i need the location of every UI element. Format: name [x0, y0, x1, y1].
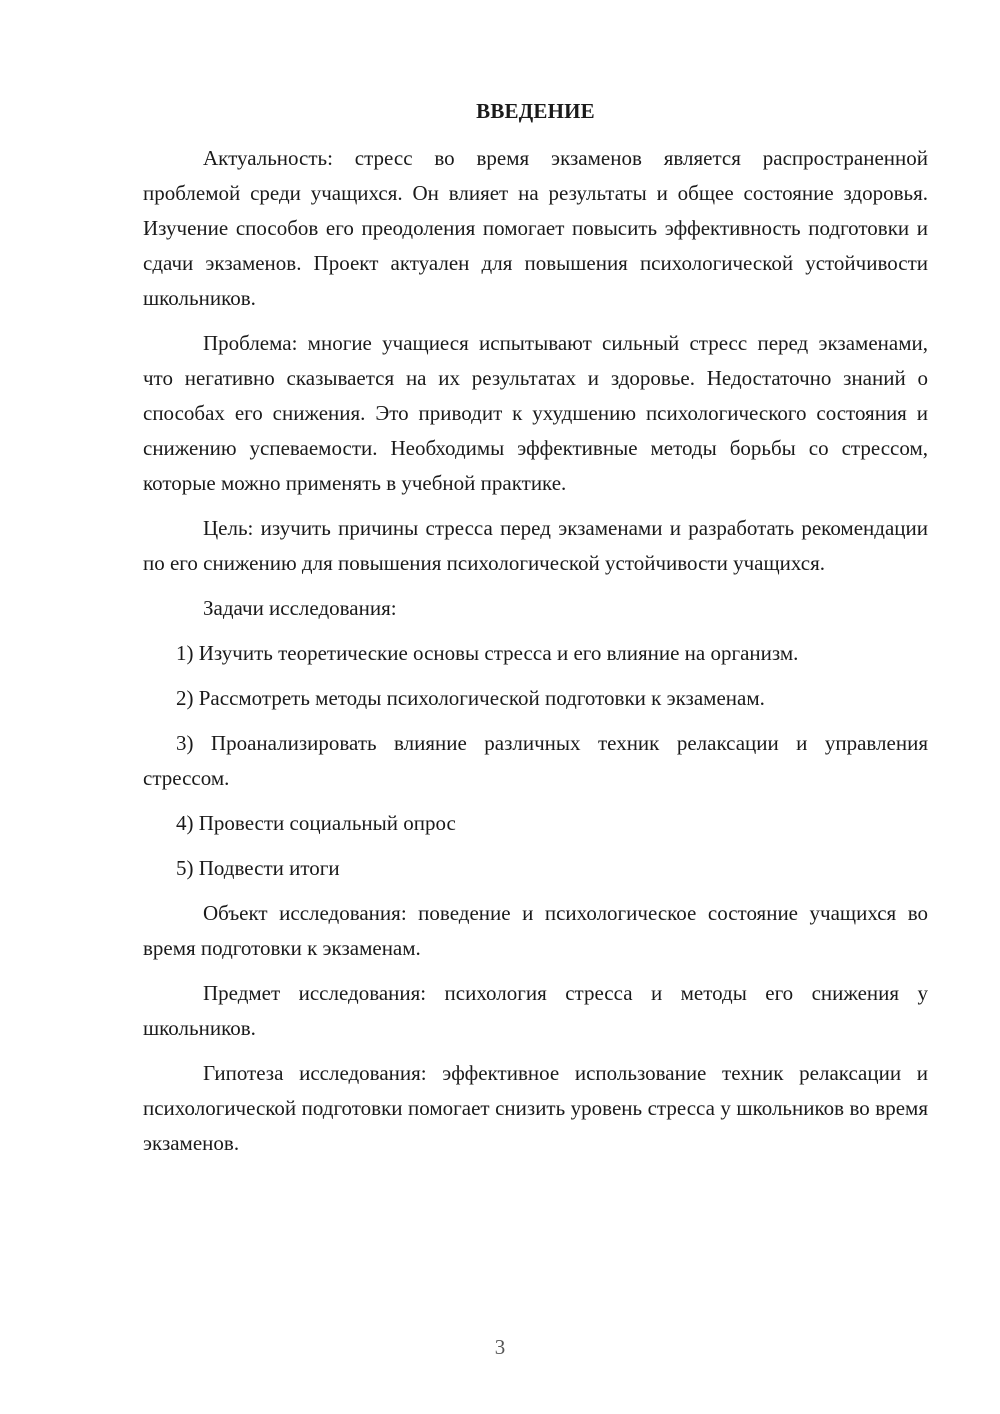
task-item: 3) Проанализировать влияние различных техник релаксации и управления стрессом.	[143, 731, 928, 790]
relevance-paragraph: Актуальность: стресс во время экзаменов является распространенной проблемой среди учащихся. Он влияет на результаты и общее состояние здоровья. Изучение способов его преодоления помогает повысить эффективность подготовки и сдачи экзаменов. Проект актуален для повышения психологической устойчивости школьников.	[143, 146, 928, 310]
task-item: 4) Провести социальный опрос	[176, 811, 456, 835]
page-title: ВВЕДЕНИЕ	[476, 99, 595, 123]
object-paragraph: Объект исследования: поведение и психологическое состояние учащихся во время подготовки к экзаменам.	[143, 901, 928, 960]
document-page	[143, 94, 928, 1171]
task-item: 1) Изучить теоретические основы стресса и его влияние на организм.	[176, 641, 799, 665]
hypothesis-paragraph: Гипотеза исследования: эффективное использование техник релаксации и психологической подготовки помогает снизить уровень стресса у школьников во время экзаменов.	[143, 1061, 928, 1155]
goal-paragraph: Цель: изучить причины стресса перед экзаменами и разработать рекомендации по его снижению для повышения психологической устойчивости учащихся.	[143, 516, 928, 575]
task-item: 2) Рассмотреть методы психологической подготовки к экзаменам.	[176, 686, 765, 710]
problem-paragraph: Проблема: многие учащиеся испытывают сильный стресс перед экзаменами, что негативно сказывается на их результатах и здоровье. Недостаточно знаний о способах его снижения. Это приводит к ухудшению психологического состояния и снижению успеваемости. Необходимы эффективные методы борьбы со стрессом, которые можно применять в учебной практике.	[143, 331, 928, 495]
page-number: 3	[494, 1335, 506, 1359]
tasks-heading: Задачи исследования:	[203, 596, 397, 620]
subject-paragraph: Предмет исследования: психология стресса и методы его снижения у школьников.	[143, 981, 928, 1040]
task-item: 5) Подвести итоги	[176, 856, 340, 880]
